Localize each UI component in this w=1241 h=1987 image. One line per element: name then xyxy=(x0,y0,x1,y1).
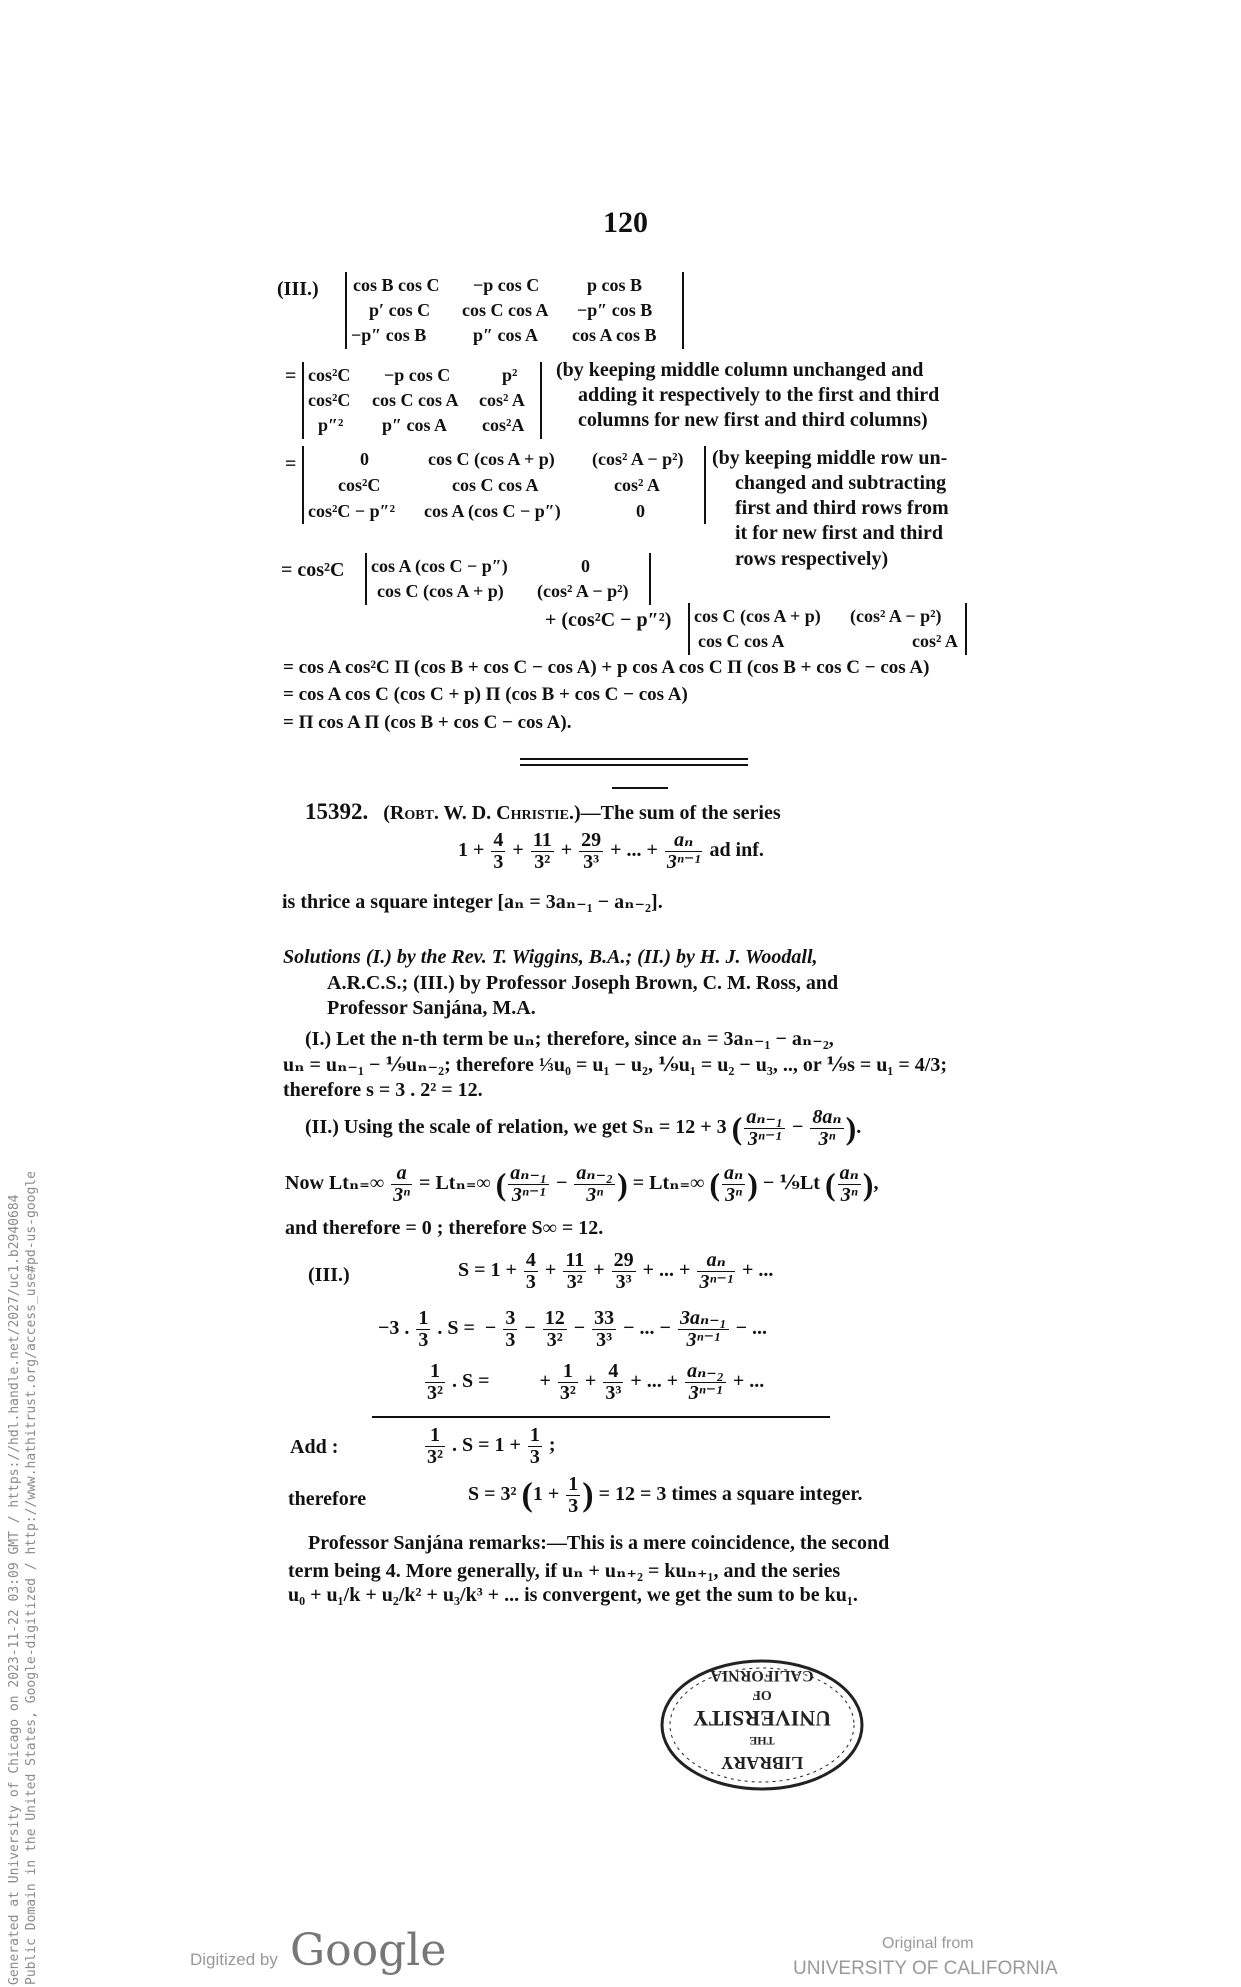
problem-author: (Robt. W. D. Christie.) xyxy=(383,802,581,824)
det2-cell: cos C cos A xyxy=(372,390,459,410)
det2-cell: cos²C xyxy=(308,390,351,410)
separator-rule xyxy=(520,758,748,760)
solution-i-line: uₙ = uₙ₋₁ − ⅑uₙ₋₂; therefore ⅓u₀ = u₁ − u₂, ⅑u₁ = u₂ − u₃, .., or ⅑s = u₁ = 4/3; xyxy=(283,1054,948,1076)
note-line: adding it respectively to the first and third xyxy=(578,384,940,406)
det3-cell: cos A (cos C − p″) xyxy=(424,501,561,521)
equation-line: = cos A cos C (cos C + p) Π (cos B + cos C − cos A) xyxy=(283,684,688,705)
series-start: 1 + xyxy=(458,839,485,862)
stamp-text: THE xyxy=(749,1734,775,1748)
det2-cell: −p cos C xyxy=(384,365,451,385)
digitized-by-label: Digitized by xyxy=(190,1950,278,1969)
det3-cell: cos² A xyxy=(614,475,660,495)
page-number: 120 xyxy=(603,206,648,239)
result-text: = 12 = 3 times a square integer. xyxy=(598,1483,863,1506)
equation-line: = Π cos A Π (cos B + cos C − cos A). xyxy=(283,712,572,733)
det5-cell: cos C cos A xyxy=(698,631,785,651)
det1-cell: cos C cos A xyxy=(462,300,549,320)
solution-iii-label: (III.) xyxy=(308,1264,350,1286)
library-stamp xyxy=(658,1655,866,1795)
det4-cell: cos C (cos A + p) xyxy=(377,581,504,601)
det3-cell: 0 xyxy=(636,501,645,521)
solution-ii-text: (II.) Using the scale of relation, we get Sₙ = 12 + 3 xyxy=(305,1116,727,1139)
note-line: (by keeping middle row un- xyxy=(712,447,948,469)
det1-cell: cos B cos C xyxy=(353,275,440,295)
det2-cell: p″² xyxy=(318,415,344,435)
problem-number: 15392. xyxy=(305,799,369,824)
det2-cell: cos²C xyxy=(308,365,351,385)
short-rule xyxy=(612,787,668,789)
det5-cell: (cos² A − p²) xyxy=(850,606,942,626)
det5-cell: cos² A xyxy=(912,631,958,651)
determinant-1 xyxy=(345,272,684,349)
solution-iii-row3: $\frac{1}{\text{3²}}$ . S = + $\frac{1}{\text{3²}}$ + $\frac{4}{\text{3³}}$ + ... + $\frac{\text{aₙ₋₂}}{\text{3ⁿ⁻¹}}$ + ... xyxy=(427,1360,765,1404)
determinant-4 xyxy=(365,553,651,605)
solutions-line: A.R.C.S.; (III.) by Professor Joseph Brown, C. M. Ross, and xyxy=(327,972,839,994)
google-logo: Google xyxy=(290,1925,447,1976)
add-label: Add : xyxy=(290,1436,339,1458)
problem-conclusion: is thrice a square integer [aₙ = 3aₙ₋₁ − aₙ₋₂]. xyxy=(282,891,663,913)
solution-ii-line2: Now Ltₙ₌∞ $\frac{a}{\text{3ⁿ}}$ = Ltₙ₌∞ ( $\frac{\text{aₙ₋₁}}{\text{3ⁿ⁻¹}}$ − $\frac{\text{aₙ₋₂}}{\text{3ⁿ}}$ ) = Ltₙ₌∞ ( $\frac{\text{aₙ}}{\text{3ⁿ}}$ ) − ⅑Lt ( $\frac{\text{aₙ}}{\text{3ⁿ}}$ ), xyxy=(285,1162,879,1206)
det1-cell: p cos B xyxy=(587,275,643,295)
det3-cell: 0 xyxy=(360,449,369,469)
original-from-label: Original from xyxy=(882,1935,974,1952)
determinant-2 xyxy=(302,362,542,439)
therefore-label: therefore xyxy=(288,1488,367,1510)
solution-ii-line1: (II.) Using the scale of relation, we get Sₙ = 12 + 3 ( $\frac{\text{aₙ₋₁}}{\text{3ⁿ⁻¹}}$ − $\frac{\text{8aₙ}}{\text{3ⁿ}}$ ). xyxy=(305,1106,862,1150)
det3-cell: cos²C xyxy=(338,475,381,495)
ad-inf: ad inf. xyxy=(709,839,764,862)
det1-cell: p″ cos A xyxy=(473,325,538,345)
det4-cell: cos A (cos C − p″) xyxy=(371,556,508,576)
det2-cell: p² xyxy=(502,365,518,385)
final-result: S = 3² (1 + $\frac{1}{3}$ ) = 12 = 3 times a square integer. xyxy=(468,1473,863,1517)
solution-ii-now: Now Ltₙ₌∞ xyxy=(285,1172,385,1195)
problem-text: —The sum of the series xyxy=(580,802,781,824)
note-line: changed and subtracting xyxy=(735,472,947,494)
solutions-line: Professor Sanjána, M.A. xyxy=(327,997,536,1019)
det4-cell: 0 xyxy=(581,556,590,576)
det5-cell: cos C (cos A + p) xyxy=(694,606,821,626)
det2-cell: cos²A xyxy=(482,415,525,435)
stamp-text: LIBRARY xyxy=(720,1753,804,1773)
det4-cell: (cos² A − p²) xyxy=(537,581,629,601)
watermark-line: Public Domain in the United States, Google-digitized / http://www.hathitrust.org/access_use#pd-us-google xyxy=(24,1171,39,1985)
watermark-line: Generated at University of Chicago on 2023-11-22 03:09 GMT / https://hdl.handle.net/2027/uc1.b2940684 xyxy=(7,1194,22,1985)
det2-cell: p″ cos A xyxy=(382,415,447,435)
problem-heading xyxy=(305,799,781,825)
equals-sign: = xyxy=(285,453,297,475)
det3-cell: (cos² A − p²) xyxy=(592,449,684,469)
sum-rule xyxy=(372,1416,830,1418)
note-line: (by keeping middle column unchanged and xyxy=(556,359,924,381)
access-watermark xyxy=(6,1171,40,1985)
det1-cell: −p″ cos B xyxy=(351,325,427,345)
stamp-text: UNIVERSITY xyxy=(692,1706,832,1731)
det2-cell: cos² A xyxy=(479,390,525,410)
det1-cell: p′ cos C xyxy=(369,300,431,320)
stamp-text: OF xyxy=(752,1687,772,1702)
remark-line: Professor Sanjána remarks:—This is a mere coincidence, the second xyxy=(308,1532,890,1554)
note-line: columns for new first and third columns) xyxy=(578,409,928,431)
equals-sign: = xyxy=(285,365,297,387)
note-line: rows respectively) xyxy=(735,548,889,570)
solution-iii-row2: −3 . $\frac{1}{3}$ . S = − $\frac{3}{3}$ − $\frac{12}{\text{3²}}$ − $\frac{33}{\text{3³}}$ − ... − $\frac{\text{3aₙ₋₁}}{\text{3ⁿ⁻¹}}$ − ... xyxy=(378,1307,768,1351)
stamp-text: CALIFORNIA xyxy=(710,1667,814,1684)
det4-prefix: = cos²C xyxy=(281,559,345,581)
det5-prefix: + (cos²C − p″²) xyxy=(545,609,672,631)
det1-cell: cos A cos B xyxy=(572,325,657,345)
solutions-line: Solutions (I.) by the Rev. T. Wiggins, B.A.; (II.) by H. J. Woodall, xyxy=(283,946,818,968)
university-label: UNIVERSITY OF CALIFORNIA xyxy=(793,1958,1058,1979)
equation-line: = cos A cos²C Π (cos B + cos C − cos A) + p cos A cos C Π (cos B + cos C − cos A) xyxy=(283,657,930,678)
remark-line: term being 4. More generally, if uₙ + uₙ₊₂ = kuₙ₊₁, and the series xyxy=(288,1560,841,1582)
separator-rule xyxy=(520,764,748,766)
det1-cell: −p cos C xyxy=(473,275,540,295)
determinant-5 xyxy=(688,603,967,655)
solution-i-line: (I.) Let the n-th term be uₙ; therefore, since aₙ = 3aₙ₋₁ − aₙ₋₂, xyxy=(305,1028,834,1050)
remark-line: u₀ + u₁/k + u₂/k² + u₃/k³ + ... is convergent, we get the sum to be ku₁. xyxy=(288,1584,858,1606)
det3-cell: cos C (cos A + p) xyxy=(428,449,555,469)
determinant-3 xyxy=(302,446,706,524)
note-line: first and third rows from xyxy=(735,497,949,519)
section-label-iii: (III.) xyxy=(277,278,319,300)
solution-iii-row1: S = 1 + $\frac{4}{3}$ + $\frac{11}{\text{3²}}$ + $\frac{29}{\text{3³}}$ + ... + $\frac{\text{aₙ}}{\text{3ⁿ⁻¹}}$ + ... xyxy=(458,1249,774,1293)
det1-cell: −p″ cos B xyxy=(577,300,653,320)
solution-ii-line3: and therefore = 0 ; therefore S∞ = 12. xyxy=(285,1217,604,1239)
det3-cell: cos²C − p″² xyxy=(308,501,395,521)
note-line: it for new first and third xyxy=(735,522,943,544)
solution-i-line: therefore s = 3 . 2² = 12. xyxy=(283,1079,483,1101)
series-expression: 1 + $\frac{4}{3}$ + $\frac{11}{\text{3²}}$ + $\frac{29}{\text{3³}}$ + ... + $\frac{\text{aₙ}}{\text{3ⁿ⁻¹}}$ ad inf. xyxy=(458,829,764,873)
add-result: $\frac{1}{\text{3²}}$ . S = 1 + $\frac{1}{3}$ ; xyxy=(427,1424,556,1468)
det3-cell: cos C cos A xyxy=(452,475,539,495)
